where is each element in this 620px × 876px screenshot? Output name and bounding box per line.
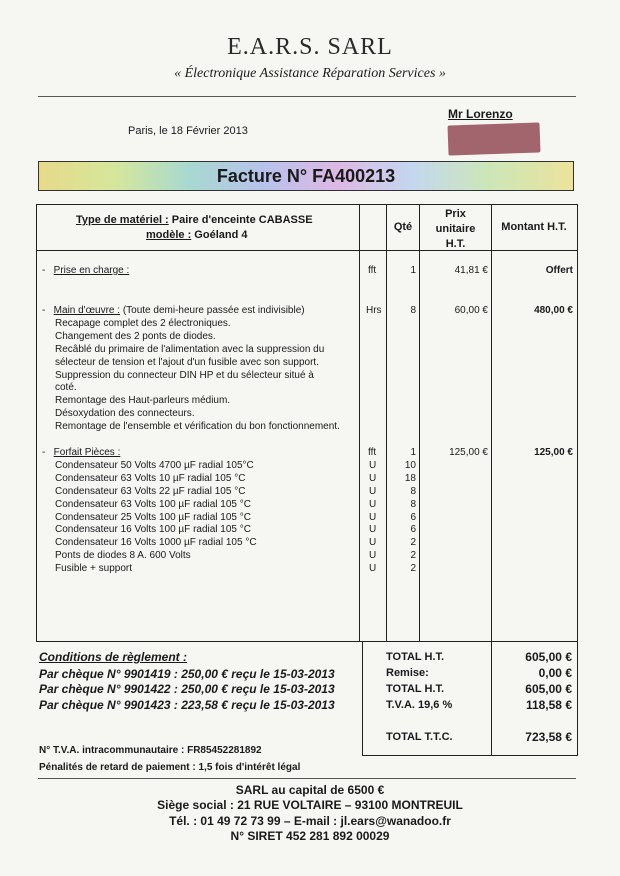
labor-detail: Remontage de l'ensemble et vérification du bon fonctionnement.	[55, 421, 340, 432]
header-divider	[38, 96, 576, 97]
labor-detail: Désoxydation des connecteurs.	[55, 408, 195, 419]
part-unit: U	[369, 486, 377, 497]
footer-address: Siège social : 21 RUE VOLTAIRE – 93100 MONTREUIL	[157, 798, 463, 812]
part-unit: U	[369, 473, 377, 484]
table-header-divider	[36, 250, 577, 251]
part-unit: U	[369, 499, 377, 510]
part-label: Ponts de diodes 8 A. 600 Volts	[55, 550, 191, 561]
material-header	[76, 214, 313, 226]
unit-price-header	[420, 207, 491, 252]
part-label: Condensateur 16 Volts 1000 µF radial 105 °C	[55, 537, 257, 548]
row-amount: 480,00 €	[534, 305, 573, 316]
table-row: - Forfait Pièces :	[42, 447, 121, 458]
table-row: - Prise en charge :	[42, 265, 130, 276]
row-note: (Toute demi-heure passée est indivisible)	[122, 305, 305, 316]
total-label: TOTAL H.T.	[386, 683, 445, 695]
table-row: - Main d'œuvre : (Toute demi-heure passée est indivisible)	[42, 305, 305, 316]
footer-divider	[38, 778, 576, 779]
model-header	[146, 229, 247, 241]
model-label: modèle :	[146, 229, 192, 241]
company-name: E.A.R.S. SARL	[227, 34, 393, 60]
part-unit: U	[369, 563, 377, 574]
part-unit: U	[369, 512, 377, 523]
row-amount: Offert	[545, 265, 573, 276]
table-column-divider	[359, 204, 360, 641]
total-label: TOTAL H.T.	[386, 651, 445, 663]
labor-detail: Changement des 2 ponts de diodes.	[55, 331, 216, 342]
labor-detail: Suppression du connecteur DIN HP et du sélecteur situé à	[55, 370, 314, 381]
row-qty: 8	[410, 305, 416, 316]
footer-contact: Tél. : 01 49 72 73 99 – E-mail : jl.ears@wanadoo.fr	[169, 814, 451, 828]
total-value: 605,00 €	[525, 650, 572, 664]
footer-capital: SARL au capital de 6500 €	[235, 783, 385, 797]
invoice-title: Facture N° FA400213	[216, 166, 396, 186]
part-label: Condensateur 63 Volts 22 µF radial 105 °C	[55, 486, 246, 497]
model-value: Goéland 4	[194, 229, 248, 241]
vat-number: N° T.V.A. intracommunautaire : FR85452281892	[39, 745, 262, 756]
footer-siret: N° SIRET 452 281 892 00029	[230, 829, 390, 843]
total-value: 118,58 €	[525, 698, 572, 712]
totals-divider	[491, 641, 492, 756]
material-value: Paire d'enceinte CABASSE	[171, 214, 313, 226]
part-qty: 2	[410, 563, 416, 574]
part-unit: U	[369, 550, 377, 561]
unit-price-header-line: Prix	[445, 208, 466, 220]
client-name: Mr Lorenzo	[448, 107, 513, 121]
row-label: Main d'œuvre :	[53, 305, 121, 316]
row-label: Prise en charge :	[53, 265, 130, 276]
client-address-redaction	[448, 122, 541, 155]
labor-detail: coté.	[55, 382, 77, 393]
row-unit: fft	[368, 447, 377, 458]
payment-title: Conditions de règlement :	[39, 650, 188, 664]
part-qty: 18	[404, 473, 416, 484]
part-label: Condensateur 63 Volts 100 µF radial 105 °C	[55, 499, 251, 510]
part-unit: U	[369, 524, 377, 535]
total-label: Remise:	[386, 667, 429, 679]
payment-line: Par chèque N° 9901423 : 223,58 € reçu le 15-03-2013	[39, 698, 335, 712]
row-price: 60,00 €	[454, 305, 488, 316]
table-column-divider	[491, 204, 492, 641]
part-label: Condensateur 25 Volts 100 µF radial 105 °C	[55, 512, 251, 523]
payment-line: Par chèque N° 9901422 : 250,00 € reçu le 15-03-2013	[39, 682, 335, 696]
total-label: T.V.A. 19,6 %	[386, 699, 453, 711]
late-penalties: Pénalités de retard de paiement : 1,5 fois d'intérêt légal	[39, 762, 301, 773]
row-qty: 1	[410, 265, 416, 276]
part-label: Condensateur 16 Volts 100 µF radial 105 °C	[55, 524, 251, 535]
row-price: 125,00 €	[449, 447, 488, 458]
part-qty: 10	[404, 460, 416, 471]
part-unit: U	[369, 460, 377, 471]
part-label: Condensateur 50 Volts 4700 µF radial 105°C	[55, 460, 254, 471]
total-ttc-label: TOTAL T.T.C.	[386, 731, 453, 743]
part-unit: U	[369, 537, 377, 548]
part-qty: 8	[410, 499, 416, 510]
table-column-divider	[386, 204, 387, 641]
amount-header: Montant H.T.	[501, 221, 567, 233]
unit-price-header-line: H.T.	[445, 238, 466, 250]
labor-detail: Recâblé du primaire de l'alimentation avec la suppression du	[55, 344, 325, 355]
part-label: Fusible + support	[55, 563, 132, 574]
part-qty: 8	[410, 486, 416, 497]
material-label: Type de matériel :	[76, 214, 169, 226]
place-date: Paris, le 18 Février 2013	[128, 125, 248, 137]
total-ttc-value: 723,58 €	[525, 730, 572, 744]
row-unit: fft	[368, 265, 377, 276]
total-value: 605,00 €	[525, 682, 572, 696]
qty-header: Qté	[393, 221, 413, 233]
payment-line: Par chèque N° 9901419 : 250,00 € reçu le 15-03-2013	[39, 667, 335, 681]
unit-price-header-line: unitaire	[435, 223, 476, 235]
row-unit: Hrs	[366, 305, 382, 316]
row-qty: 1	[410, 447, 416, 458]
part-qty: 6	[410, 512, 416, 523]
part-label: Condensateur 63 Volts 10 µF radial 105 °C	[55, 473, 246, 484]
labor-detail: sélecteur de tension et l'ajout d'un fusible avec son support.	[55, 357, 319, 368]
labor-detail: Recapage complet des 2 électroniques.	[55, 318, 231, 329]
part-qty: 2	[410, 537, 416, 548]
row-label: Forfait Pièces :	[53, 447, 121, 458]
total-value: 0,00 €	[538, 666, 572, 680]
part-qty: 6	[410, 524, 416, 535]
company-tagline: « Électronique Assistance Réparation Services »	[174, 66, 446, 81]
part-qty: 2	[410, 550, 416, 561]
row-amount: 125,00 €	[534, 447, 573, 458]
labor-detail: Remontage des Haut-parleurs médium.	[55, 395, 231, 406]
row-price: 41,81 €	[454, 265, 488, 276]
